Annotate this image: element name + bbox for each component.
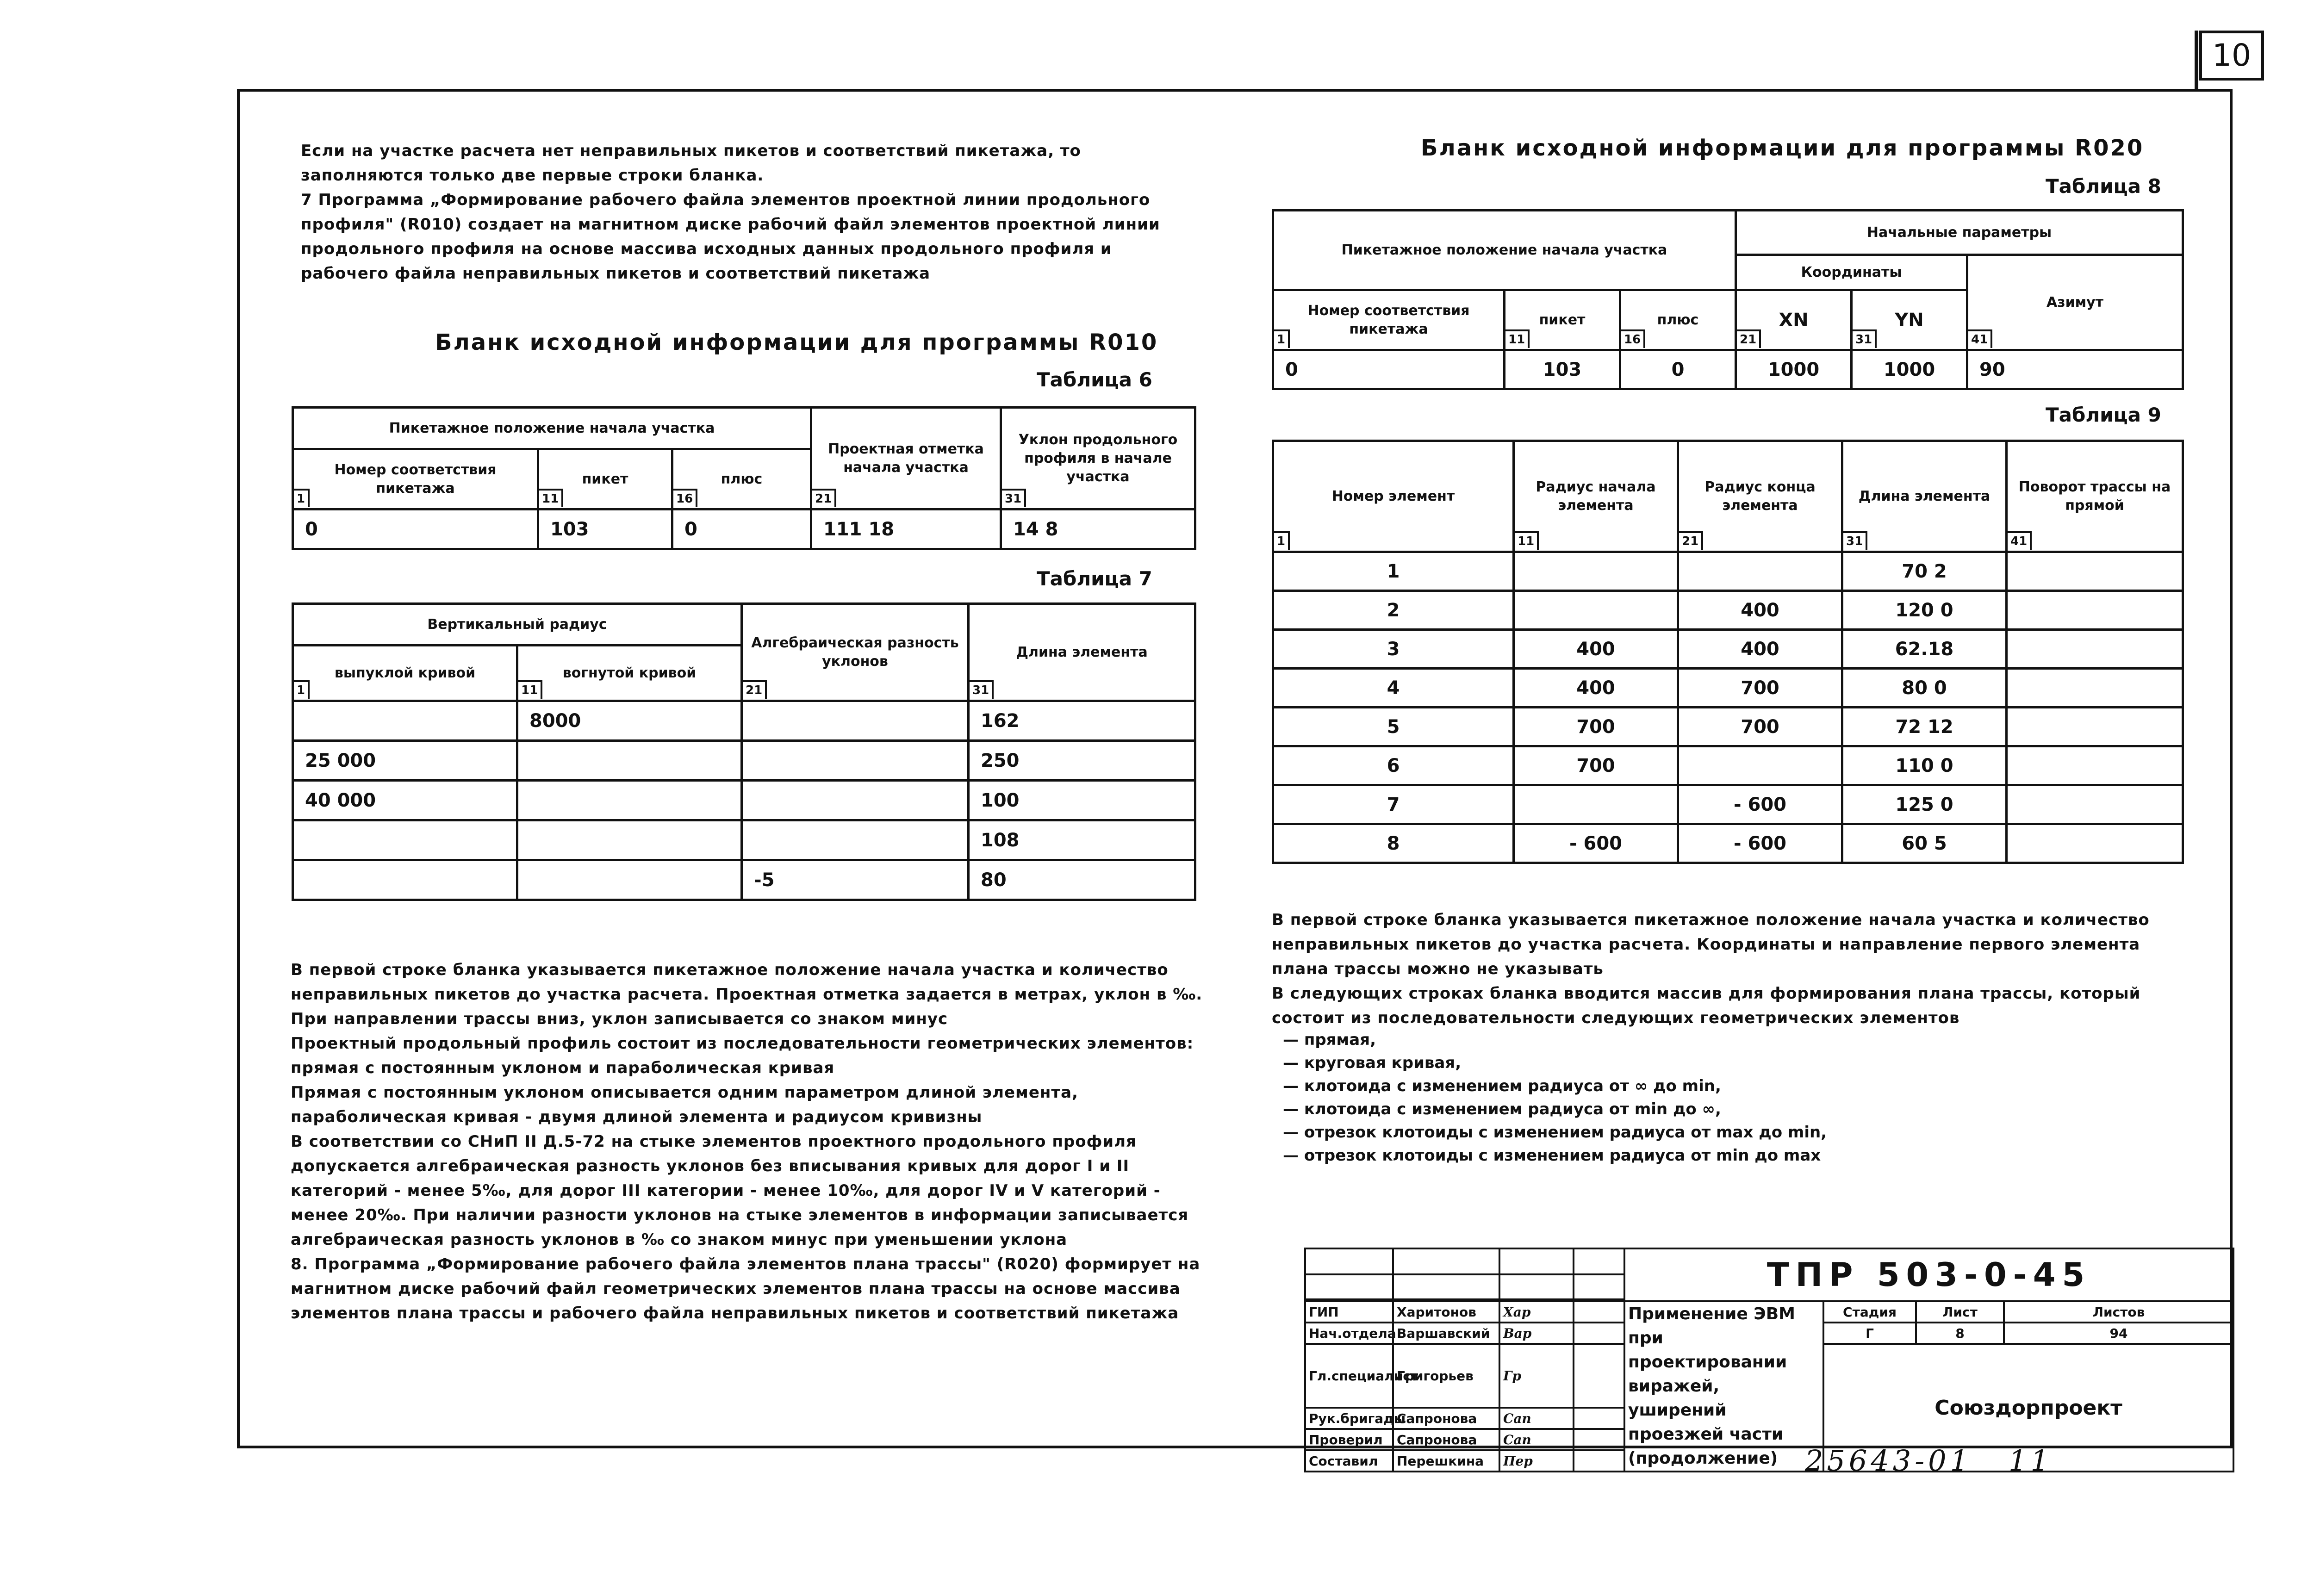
left-body-paragraph: Проектный продольный профиль состоит из последовательности геометрических элементов: прямая с постоянным уклоном и параболическая кривая [291, 1034, 1194, 1077]
t9-cell [1514, 591, 1678, 630]
t9-cell: 700 [1514, 708, 1678, 746]
t6-col-match: Номер соответствия пикетажа 1 [293, 449, 538, 509]
t9-cell [1678, 552, 1842, 591]
t7-cell [517, 860, 742, 900]
t9-cell: - 600 [1678, 824, 1842, 863]
t7-cell: 100 [969, 781, 1195, 820]
t9-cell [2007, 708, 2183, 746]
title-block [1304, 1248, 2234, 1472]
t9-cell [1514, 552, 1678, 591]
t7-col-concave: вогнутой кривой 11 [517, 646, 742, 701]
table8 [1272, 209, 2184, 390]
t9-col-r2: Радиус конца элемента 21 [1678, 441, 1842, 552]
stamp-role: Рук.бригады [1305, 1408, 1393, 1429]
table6-label: Таблица 6 [1037, 368, 1152, 391]
t9-cell: 3 [1273, 630, 1514, 669]
t7-cell: 162 [969, 701, 1195, 741]
list-item: — клотоида с изменением радиуса от min до ∞, [1283, 1100, 1721, 1118]
stage-value: Г [1823, 1323, 1916, 1344]
t8-cell: 0 [1620, 350, 1736, 389]
t9-cell [2007, 630, 2183, 669]
t7-cell: 40 000 [293, 781, 517, 820]
intro-text [301, 139, 1203, 286]
list-item: — круговая кривая, [1283, 1054, 1462, 1072]
frame-tick [2195, 31, 2198, 89]
t7-col-convex: выпуклой кривой 1 [293, 646, 517, 701]
t8-cell: 103 [1505, 350, 1620, 389]
left-body-paragraph: В соответствии со СНиП II Д.5-72 на стыке элементов проектного продольного профиля допускается алгебраическая разность уклонов без вписывания кривых для дорог I и II категорий - менее 5‰, для дорог III категории - менее 10‰, для дорог IV и V категорий - менее 20‰. При наличии разности уклонов на стыке элементов в информации записывается алгебраическая разность уклонов в ‰ со знаком минус при уменьшении уклона [291, 1132, 1189, 1249]
left-body-paragraph: Прямая с постоянным уклоном описывается одним параметром длиной элемента, параболическая кривая - двумя длиной элемента и радиусом кривизны [291, 1083, 1078, 1126]
table7 [292, 602, 1196, 901]
stamp-role: ГИП [1305, 1301, 1393, 1323]
signature: Сап [1499, 1408, 1574, 1429]
left-body-paragraph: 8. Программа „Формирование рабочего файла элементов плана трассы" (R020) формирует на магнитном диске рабочий файл геометрических элементов плана трассы на основе массива элементов плана трассы и рабочего файла неправильных пикетов и соответствий пикетажа [291, 1255, 1201, 1323]
t7-group-header: Вертикальный радиус [293, 604, 742, 646]
drawing-code-cell [1624, 1248, 2233, 1301]
right-body-paragraph: В следующих строках бланка вводится массив для формирования плана трассы, который состоит из последовательности следующих геометрических элементов [1272, 984, 2141, 1027]
t7-cell [742, 820, 969, 860]
organization: Союздорпроект [1823, 1344, 2233, 1472]
list-item: — прямая, [1283, 1031, 1376, 1049]
t9-cell: 2 [1273, 591, 1514, 630]
stamp-name: Харитонов [1393, 1301, 1499, 1323]
list-item: — отрезок клотоиды с изменением радиуса от max до min, [1283, 1123, 1827, 1142]
t9-col-no: Номер элемент 1 [1273, 441, 1514, 552]
t7-col-len: Длина элемента 31 [969, 604, 1195, 701]
signature: Пер [1499, 1450, 1574, 1472]
sheet-value: 8 [1916, 1323, 2004, 1344]
t9-cell: 6 [1273, 746, 1514, 785]
t7-cell [742, 781, 969, 820]
t8-col-piket: пикет 11 [1505, 290, 1620, 350]
stamp-name: Сапронова [1393, 1429, 1499, 1450]
t8-col-coords: Координаты [1736, 255, 1967, 290]
element-list [1283, 1028, 1827, 1167]
inventory-sheet: 11 [2009, 1444, 2053, 1478]
sheets-value: 94 [2004, 1323, 2233, 1344]
t9-cell: - 600 [1678, 785, 1842, 824]
t9-cell: 80 0 [1842, 669, 2007, 708]
t6-col-slope: Уклон продольного профиля в начале участка 31 [1001, 408, 1195, 509]
stamp-name: Перешкина [1393, 1450, 1499, 1472]
stamp-role: Нач.отдела [1305, 1323, 1393, 1344]
drawing-code: ТПР 503-0-45 [1767, 1256, 2091, 1294]
t9-cell [2007, 824, 2183, 863]
t9-cell [2007, 552, 2183, 591]
t8-col-plus: плюс 16 [1620, 290, 1736, 350]
t9-cell [2007, 669, 2183, 708]
t6-cell: 111 18 [811, 509, 1001, 549]
page-number: 10 [2199, 31, 2264, 81]
t7-cell: 250 [969, 741, 1195, 781]
t9-cell: 60 5 [1842, 824, 2007, 863]
sheet-header: Лист [1916, 1301, 2004, 1323]
t9-cell: 400 [1678, 591, 1842, 630]
t6-col-piket: пикет 11 [538, 449, 672, 509]
right-body-paragraph: В первой строке бланка указывается пикетажное положение начала участка и количество неправильных пикетов до участка расчета. Координаты и направление первого элемента плана трассы можно не указывать [1272, 911, 2150, 978]
t9-cell: 125 0 [1842, 785, 2007, 824]
stamp-role: Проверил [1305, 1429, 1393, 1450]
list-item: — отрезок клотоиды с изменением радиуса от min до max [1283, 1146, 1821, 1165]
left-body-text [291, 958, 1212, 1326]
t6-cell: 14 8 [1001, 509, 1195, 549]
t8-cell: 1000 [1736, 350, 1852, 389]
t9-cell: 7 [1273, 785, 1514, 824]
t9-cell: 4 [1273, 669, 1514, 708]
stamp-role: Составил [1305, 1450, 1393, 1472]
t9-cell: 120 0 [1842, 591, 2007, 630]
t7-cell [742, 741, 969, 781]
t9-col-len: Длина элемента 31 [1842, 441, 2007, 552]
t9-cell: - 600 [1514, 824, 1678, 863]
sheets-header: Листов [2004, 1301, 2233, 1323]
t8-col-xn: XN 21 [1736, 290, 1852, 350]
table9-label: Таблица 9 [2046, 404, 2161, 426]
list-item: — клотоида с изменением радиуса от ∞ до min, [1283, 1077, 1721, 1095]
t6-cell: 103 [538, 509, 672, 549]
signature: Вар [1499, 1323, 1574, 1344]
t9-cell: 400 [1514, 630, 1678, 669]
t7-cell: 25 000 [293, 741, 517, 781]
t7-col-alg: Алгебраическая разность уклонов 21 [742, 604, 969, 701]
t9-cell: 1 [1273, 552, 1514, 591]
t9-cell: 700 [1678, 669, 1842, 708]
blank-title-r020: Бланк исходной информации для программы R020 [1421, 135, 2144, 161]
t9-cell: 700 [1514, 746, 1678, 785]
t9-cell: 72 12 [1842, 708, 2007, 746]
t6-col-plus: плюс 16 [672, 449, 811, 509]
t7-cell: 80 [969, 860, 1195, 900]
intro-paragraph-1: Если на участке расчета нет неправильных пикетов и соответствий пикетажа, то заполняются только две первые строки бланка. [301, 142, 1081, 185]
stage-header: Стадия [1823, 1301, 1916, 1323]
stamp-role: Гл.специалист [1305, 1344, 1393, 1408]
t7-cell [517, 741, 742, 781]
t9-cell [2007, 746, 2183, 785]
t7-cell [517, 820, 742, 860]
t9-cell [1514, 785, 1678, 824]
t7-cell [517, 781, 742, 820]
inventory-number: 25643-01 [1805, 1444, 1972, 1478]
t8-cell: 0 [1273, 350, 1505, 389]
table9 [1272, 440, 2184, 864]
signature: Гр [1499, 1344, 1574, 1408]
t7-cell: 8000 [517, 701, 742, 741]
t8-col-init: Начальные параметры [1736, 211, 2183, 255]
t9-cell: 70 2 [1842, 552, 2007, 591]
t6-group-header: Пикетажное положение начала участка [293, 408, 811, 449]
t6-cell: 0 [672, 509, 811, 549]
stamp-name: Григорьев [1393, 1344, 1499, 1408]
t8-col-yn: YN 31 [1852, 290, 1967, 350]
t9-cell: 400 [1678, 630, 1842, 669]
t7-cell [293, 860, 517, 900]
t9-cell: 62.18 [1842, 630, 2007, 669]
t9-cell [1678, 746, 1842, 785]
t8-col-az: Азимут 41 [1967, 255, 2183, 350]
t8-col-pos: Пикетажное положение начала участка [1273, 211, 1736, 290]
t7-cell: -5 [742, 860, 969, 900]
signature: Сап [1499, 1429, 1574, 1450]
t9-col-r1: Радиус начала элемента 11 [1514, 441, 1678, 552]
intro-paragraph-2: 7 Программа „Формирование рабочего файла элементов проектной линии продольного профиля" (R010) создает на магнитном диске рабочий файл элементов проектной линии продольного профиля на основе массива исходных данных продольного профиля и рабочего файла неправильных пикетов и соответствий пикетажа [301, 191, 1160, 283]
left-body-paragraph: В первой строке бланка указывается пикетажное положение начала участка и количество неправильных пикетов до участка расчета. Проектная отметка задается в метрах, уклон в ‰. При направлении трассы вниз, уклон записывается со знаком минус [291, 961, 1203, 1028]
t8-col-match: Номер соответствия пикетажа 1 [1273, 290, 1505, 350]
t9-cell [2007, 785, 2183, 824]
signature: Хар [1499, 1301, 1574, 1323]
stamp-name: Варшавский [1393, 1323, 1499, 1344]
t7-cell [293, 820, 517, 860]
t6-cell: 0 [293, 509, 538, 549]
stamp-name: Сапронова [1393, 1408, 1499, 1429]
t9-col-turn: Поворот трассы на прямой 41 [2007, 441, 2183, 552]
t8-cell: 90 [1967, 350, 2183, 389]
t6-col-mark: Проектная отметка начала участка 21 [811, 408, 1001, 509]
t7-cell: 108 [969, 820, 1195, 860]
right-body-text [1272, 908, 2188, 1031]
t7-cell [293, 701, 517, 741]
t9-cell [2007, 591, 2183, 630]
sheet-description: Применение ЭВМ при проектировании виражей, уширений проезжей части (продолжение) [1624, 1301, 1823, 1472]
t9-cell: 400 [1514, 669, 1678, 708]
t9-cell: 110 0 [1842, 746, 2007, 785]
t9-cell: 8 [1273, 824, 1514, 863]
t7-cell [742, 701, 969, 741]
t8-cell: 1000 [1852, 350, 1967, 389]
t9-cell: 700 [1678, 708, 1842, 746]
table6 [292, 406, 1196, 550]
blank-title-r010: Бланк исходной информации для программы R010 [435, 329, 1158, 355]
t9-cell: 5 [1273, 708, 1514, 746]
table7-label: Таблица 7 [1037, 567, 1152, 590]
table8-label: Таблица 8 [2046, 175, 2161, 198]
